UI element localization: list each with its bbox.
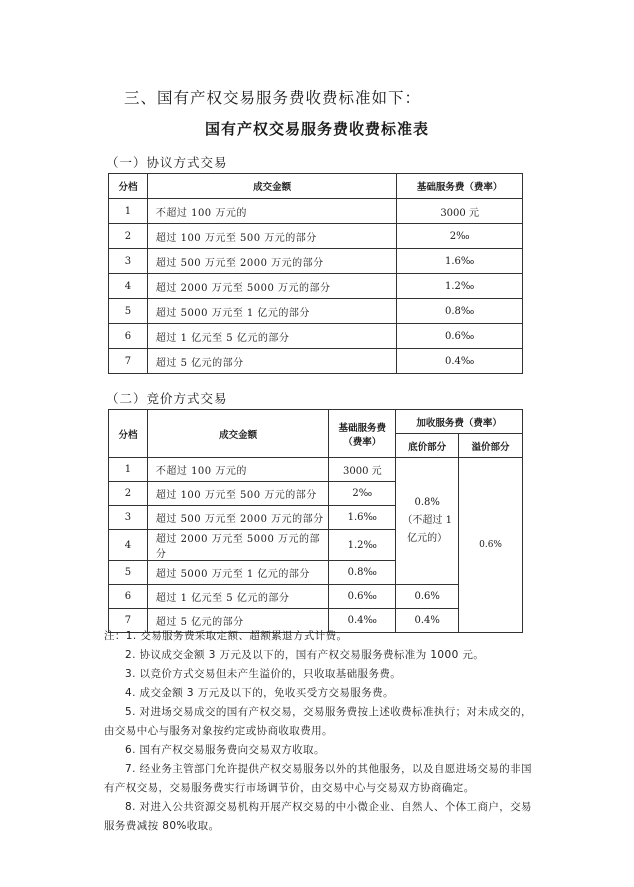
amount-cell: 超过 100 万元至 500 万元的部分 [147, 482, 328, 506]
header-extra-fee: 加收服务费（费率） [396, 410, 523, 434]
note-4: 4. 成交金额 3 万元及以下的，免收买受方交易服务费。 [125, 687, 394, 699]
amount-cell: 超过 1 亿元至 5 亿元的部分 [147, 585, 328, 609]
header-amount: 成交金额 [147, 174, 396, 199]
amount-cell: 超过 5000 万元至 1 亿元的部分 [147, 561, 328, 585]
tier-cell: 6 [109, 585, 148, 609]
table-header-row [109, 174, 523, 199]
tier-cell: 1 [109, 458, 148, 482]
note-2: 2. 协议成交金额 3 万元及以下的，国有产权交易服务费标准为 1000 元。 [125, 649, 485, 661]
section1-label: （一）协议方式交易 [106, 155, 228, 170]
table-title: 国有产权交易服务费收费标准表 [204, 120, 429, 138]
tier-cell: 3 [109, 506, 148, 530]
note-3: 3. 以竞价方式交易但未产生溢价的，只收取基础服务费。 [125, 668, 402, 680]
base-fee-cell: 1.2‰ [329, 530, 396, 561]
fee-cell: 0.8‰ [397, 299, 523, 324]
header-amount: 成交金额 [147, 410, 328, 458]
table-row [109, 249, 523, 274]
table-row [109, 199, 523, 224]
amount-cell: 超过 2000 万元至 5000 万元的部分 [147, 274, 396, 299]
floor-cell: 0.6% [396, 585, 459, 609]
amount-cell: 超过 100 万元至 500 万元的部分 [147, 224, 396, 249]
base-fee-cell: 2‰ [329, 482, 396, 506]
fee-cell: 0.4‰ [397, 349, 523, 374]
floor-merged-note1: （不超过 1 [402, 515, 452, 526]
header-base-fee-line2: （费率） [343, 436, 382, 448]
table-row [109, 224, 523, 249]
amount-cell: 超过 5000 万元至 1 亿元的部分 [147, 299, 396, 324]
amount-cell: 超过 5 亿元的部分 [147, 349, 396, 374]
table-row [109, 458, 523, 482]
floor-cell: 0.4% [396, 609, 459, 633]
note-1: 注：1. 交易服务费采取定额、超额累退方式计费。 [104, 630, 348, 642]
tier-cell: 4 [109, 530, 148, 561]
header-tier: 分档 [109, 410, 148, 458]
note-8: 8. 对进入公共资源交易机构开展产权交易的中小微企业、自然人、个体工商户，交易服务费减按 80%收取。 [104, 801, 532, 832]
fee-cell: 0.6‰ [397, 324, 523, 349]
base-fee-cell: 0.8‰ [329, 561, 396, 585]
table-header-row [109, 410, 523, 434]
tier-cell: 5 [109, 299, 148, 324]
base-fee-cell: 0.4‰ [329, 609, 396, 633]
header-tier: 分档 [109, 174, 148, 199]
section2-label: （二）竞价方式交易 [106, 391, 228, 406]
tier-cell: 5 [109, 561, 148, 585]
notes [104, 627, 534, 836]
auction-fee-table [108, 409, 523, 633]
table-row [109, 324, 523, 349]
tier-cell: 2 [109, 224, 148, 249]
base-fee-cell: 3000 元 [329, 458, 396, 482]
agreement-fee-table [108, 173, 523, 374]
amount-cell: 超过 2000 万元至 5000 万元的部分 [147, 530, 328, 561]
note-5: 5. 对进场交易成交的国有产权交易，交易服务费按上述收费标准执行；对未成交的，由交易中心与服务对象按约定或协商收取费用。 [104, 706, 532, 737]
tier-cell: 3 [109, 249, 148, 274]
amount-cell: 不超过 100 万元的 [147, 458, 328, 482]
amount-cell: 不超过 100 万元的 [147, 199, 396, 224]
header-base-fee [329, 410, 396, 458]
fee-cell: 1.6‰ [397, 249, 523, 274]
tier-cell: 2 [109, 482, 148, 506]
header-floor-part: 底价部分 [396, 434, 459, 458]
note-7: 7. 经业务主管部门允许提供产权交易服务以外的其他服务，以及自愿进场交易的非国有产权交易，交易服务费实行市场调节价，由交易中心与交易双方协商确定。 [104, 763, 532, 794]
base-fee-cell: 1.6‰ [329, 506, 396, 530]
section-heading: 三、国有产权交易服务费收费标准如下： [124, 89, 422, 107]
premium-merged-cell: 0.6% [459, 458, 523, 633]
note-6: 6. 国有产权交易服务费向交易双方收取。 [125, 744, 325, 756]
table-row [109, 274, 523, 299]
header-base-fee-line1: 基础服务费 [338, 422, 387, 434]
fee-cell: 1.2‰ [397, 274, 523, 299]
base-fee-cell: 0.6‰ [329, 585, 396, 609]
floor-merged-cell [396, 458, 459, 585]
tier-cell: 4 [109, 274, 148, 299]
amount-cell: 超过 500 万元至 2000 万元的部分 [147, 506, 328, 530]
table-row [109, 349, 523, 374]
amount-cell: 超过 500 万元至 2000 万元的部分 [147, 249, 396, 274]
tier-cell: 1 [109, 199, 148, 224]
table-row [109, 299, 523, 324]
tier-cell: 7 [109, 349, 148, 374]
header-premium-part: 溢价部分 [459, 434, 523, 458]
fee-cell: 2‰ [397, 224, 523, 249]
header-base-fee: 基础服务费（费率） [397, 174, 523, 199]
fee-cell: 3000 元 [397, 199, 523, 224]
tier-cell: 6 [109, 324, 148, 349]
floor-merged-note2: 亿元的） [407, 533, 448, 544]
floor-merged-rate: 0.8% [414, 497, 440, 508]
amount-cell: 超过 5 亿元的部分 [147, 609, 328, 633]
amount-cell: 超过 1 亿元至 5 亿元的部分 [147, 324, 396, 349]
tier-cell: 7 [109, 609, 148, 633]
